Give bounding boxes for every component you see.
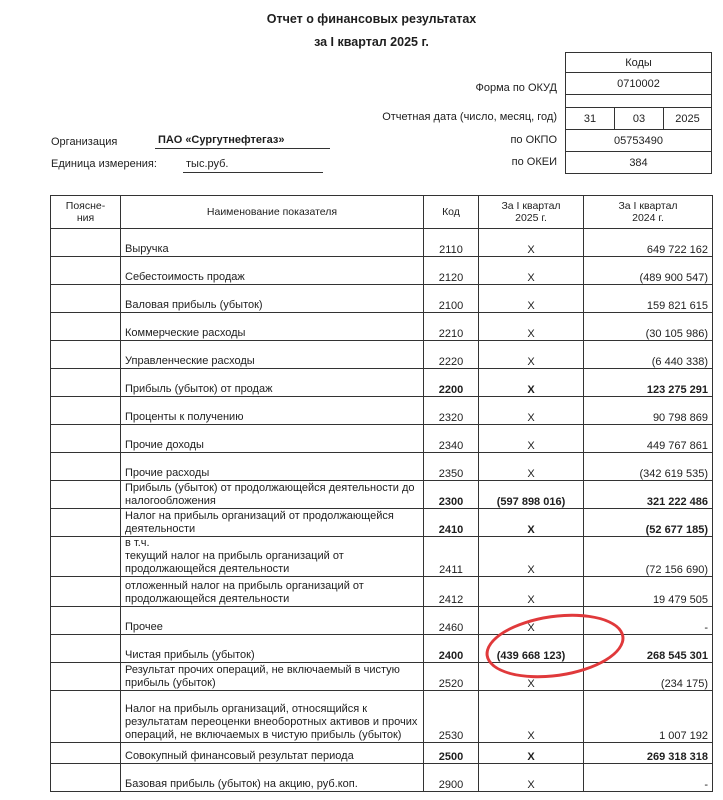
- row-current-value: Х: [479, 537, 584, 577]
- row-current-value: Х: [479, 743, 584, 764]
- row-previous-value: 90 798 869: [584, 397, 713, 425]
- row-name: Совокупный финансовый результат периода: [121, 743, 424, 764]
- row-name: Налог на прибыль организаций, относящийся к результатам переоценки внеоборотных активов и прочих операций, не включаемых в чистую прибыль (убыток): [121, 691, 424, 743]
- unit-label: Единица измерения:: [51, 158, 157, 170]
- row-code: 2210: [424, 313, 479, 341]
- table-row: [51, 453, 713, 481]
- row-name: отложенный налог на прибыль организаций от продолжающейся деятельности: [121, 577, 424, 607]
- row-current-value: Х: [479, 397, 584, 425]
- row-name: Выручка: [121, 229, 424, 257]
- row-explanation: [51, 369, 121, 397]
- row-current-value: Х: [479, 663, 584, 691]
- row-current-value: Х: [479, 313, 584, 341]
- row-previous-value: -: [584, 764, 713, 792]
- row-explanation: [51, 691, 121, 743]
- row-current-value: (597 898 016): [479, 481, 584, 509]
- table-row: [51, 285, 713, 313]
- row-previous-value: (234 175): [584, 663, 713, 691]
- row-explanation: [51, 635, 121, 663]
- row-code: 2411: [424, 537, 479, 577]
- row-previous-value: 321 222 486: [584, 481, 713, 509]
- row-current-value: Х: [479, 509, 584, 537]
- row-current-value: Х: [479, 577, 584, 607]
- row-code: 2500: [424, 743, 479, 764]
- okpo-code: 05753490: [565, 129, 712, 152]
- report-period: за I квартал 2025 г.: [314, 35, 429, 49]
- row-name: Коммерческие расходы: [121, 313, 424, 341]
- row-explanation: [51, 764, 121, 792]
- row-explanation: [51, 397, 121, 425]
- row-previous-value: 268 545 301: [584, 635, 713, 663]
- row-current-value: Х: [479, 453, 584, 481]
- table-row: [51, 257, 713, 285]
- okpo-label: по ОКПО: [510, 134, 557, 146]
- row-current-value: Х: [479, 257, 584, 285]
- date-day: 31: [565, 107, 615, 130]
- org-label: Организация: [51, 136, 118, 148]
- table-row: [51, 577, 713, 607]
- row-explanation: [51, 577, 121, 607]
- date-year: 2025: [663, 107, 712, 130]
- okud-code: 0710002: [565, 72, 712, 95]
- report-title: Отчет о финансовых результатах: [266, 12, 477, 26]
- row-code: 2400: [424, 635, 479, 663]
- col-header-code: Код: [424, 196, 479, 229]
- row-name: Налог на прибыль организаций от продолжающейся деятельности: [121, 509, 424, 537]
- row-previous-value: (6 440 338): [584, 341, 713, 369]
- row-code: 2410: [424, 509, 479, 537]
- row-code: 2100: [424, 285, 479, 313]
- row-previous-value: (30 105 986): [584, 313, 713, 341]
- results-table: [50, 195, 713, 792]
- row-code: 2220: [424, 341, 479, 369]
- unit-value: тыс.руб.: [186, 158, 229, 170]
- unit-underline: [183, 172, 323, 173]
- row-explanation: [51, 453, 121, 481]
- row-code: 2900: [424, 764, 479, 792]
- row-explanation: [51, 285, 121, 313]
- okei-label: по ОКЕИ: [511, 156, 557, 168]
- row-current-value: Х: [479, 229, 584, 257]
- row-code: 2340: [424, 425, 479, 453]
- table-row: [51, 397, 713, 425]
- row-name: Базовая прибыль (убыток) на акцию, руб.коп.: [121, 764, 424, 792]
- row-name: Чистая прибыль (убыток): [121, 635, 424, 663]
- row-previous-value: 449 767 861: [584, 425, 713, 453]
- row-name: Валовая прибыль (убыток): [121, 285, 424, 313]
- row-code: 2300: [424, 481, 479, 509]
- row-current-value: Х: [479, 369, 584, 397]
- okud-label: Форма по ОКУД: [475, 82, 557, 94]
- org-underline: [155, 148, 330, 149]
- row-previous-value: 269 318 318: [584, 743, 713, 764]
- row-name: Прочие расходы: [121, 453, 424, 481]
- row-code: 2320: [424, 397, 479, 425]
- row-current-value: Х: [479, 764, 584, 792]
- okei-code: 384: [565, 151, 712, 174]
- row-explanation: [51, 425, 121, 453]
- row-explanation: [51, 313, 121, 341]
- table-row: [51, 425, 713, 453]
- row-explanation: [51, 607, 121, 635]
- row-previous-value: (72 156 690): [584, 537, 713, 577]
- row-previous-value: 649 722 162: [584, 229, 713, 257]
- table-row: [51, 481, 713, 509]
- table-row: [51, 743, 713, 764]
- row-current-value: Х: [479, 285, 584, 313]
- row-current-value: (439 668 123): [479, 635, 584, 663]
- row-previous-value: 159 821 615: [584, 285, 713, 313]
- table-row: [51, 369, 713, 397]
- table-row: [51, 537, 713, 577]
- row-previous-value: 1 007 192: [584, 691, 713, 743]
- row-name: Прибыль (убыток) от продаж: [121, 369, 424, 397]
- col-header-name: Наименование показателя: [121, 196, 424, 229]
- row-name: Управленческие расходы: [121, 341, 424, 369]
- table-row: [51, 313, 713, 341]
- row-name: Проценты к получению: [121, 397, 424, 425]
- row-name: Прочие доходы: [121, 425, 424, 453]
- row-previous-value: 19 479 505: [584, 577, 713, 607]
- row-current-value: Х: [479, 607, 584, 635]
- row-explanation: [51, 229, 121, 257]
- row-previous-value: (342 619 535): [584, 453, 713, 481]
- row-code: 2520: [424, 663, 479, 691]
- row-code: 2460: [424, 607, 479, 635]
- table-row: [51, 341, 713, 369]
- row-current-value: Х: [479, 341, 584, 369]
- table-row: [51, 691, 713, 743]
- row-name: Прочее: [121, 607, 424, 635]
- row-name: в т.ч. текущий налог на прибыль организаций от продолжающейся деятельности: [121, 537, 424, 577]
- row-previous-value: -: [584, 607, 713, 635]
- row-name: Себестоимость продаж: [121, 257, 424, 285]
- col-header-prev: За I квартал 2024 г.: [584, 196, 713, 229]
- row-code: 2350: [424, 453, 479, 481]
- row-code: 2200: [424, 369, 479, 397]
- row-current-value: Х: [479, 425, 584, 453]
- row-explanation: [51, 481, 121, 509]
- table-row: [51, 229, 713, 257]
- row-explanation: [51, 663, 121, 691]
- date-label: Отчетная дата (число, месяц, год): [382, 111, 557, 123]
- row-code: 2110: [424, 229, 479, 257]
- codes-header: Коды: [565, 52, 712, 73]
- row-name: Результат прочих операций, не включаемый в чистую прибыль (убыток): [121, 663, 424, 691]
- col-header-expl: Поясне- ния: [51, 196, 121, 229]
- date-month: 03: [614, 107, 664, 130]
- row-explanation: [51, 257, 121, 285]
- row-previous-value: (489 900 547): [584, 257, 713, 285]
- row-explanation: [51, 743, 121, 764]
- row-name: Прибыль (убыток) от продолжающейся деятельности до налогообложения: [121, 481, 424, 509]
- row-explanation: [51, 509, 121, 537]
- table-row: [51, 764, 713, 792]
- row-previous-value: 123 275 291: [584, 369, 713, 397]
- row-current-value: Х: [479, 691, 584, 743]
- row-code: 2412: [424, 577, 479, 607]
- row-code: 2120: [424, 257, 479, 285]
- table-row: [51, 663, 713, 691]
- row-explanation: [51, 341, 121, 369]
- org-name: ПАО «Сургутнефтегаз»: [158, 134, 285, 146]
- okud-spacer: [565, 94, 712, 108]
- col-header-cur: За I квартал 2025 г.: [479, 196, 584, 229]
- row-previous-value: (52 677 185): [584, 509, 713, 537]
- row-code: 2530: [424, 691, 479, 743]
- table-row: [51, 509, 713, 537]
- row-explanation: [51, 537, 121, 577]
